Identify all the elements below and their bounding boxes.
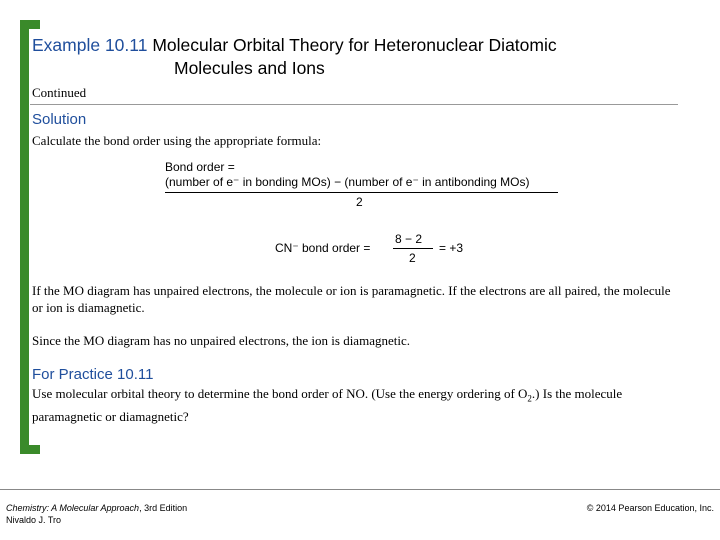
footer-divider [0, 489, 720, 490]
cn-denominator: 2 [409, 251, 416, 265]
paragraph-conclusion: Since the MO diagram has no unpaired electrons, the ion is diamagnetic. [32, 333, 410, 348]
title-line1: Molecular Orbital Theory for Heteronuclear Diatomic [152, 35, 557, 55]
accent-bar [20, 20, 29, 454]
formula-numerator: (number of e⁻ in bonding MOs) − (number of e⁻ in antibonding MOs) [165, 175, 530, 189]
practice-text-b: .) Is the molecule paramagnetic or diamagnetic? [32, 386, 623, 424]
formula-fraction-line [165, 192, 558, 193]
solution-intro: Calculate the bond order using the appropriate formula: [32, 133, 322, 148]
cn-fraction-line [393, 248, 433, 249]
title-line2: Molecules and Ions [174, 58, 325, 78]
cn-result: = +3 [439, 241, 464, 255]
book-title: Chemistry: A Molecular Approach [6, 503, 140, 513]
edition: , 3rd Edition [139, 503, 188, 513]
example-number: Example 10.11 [32, 35, 148, 55]
practice-subscript: 2 [527, 393, 532, 404]
solution-heading: Solution [32, 111, 87, 128]
cn-label: CN⁻ bond order = [275, 241, 371, 255]
copyright: © 2014 Pearson Education, Inc. [586, 503, 714, 513]
paragraph-magnetism: If the MO diagram has unpaired electrons, the molecule or ion is paramagnetic. If the electrons are all paired, the molecule or ion is diamagnetic. [32, 283, 671, 315]
formula-denominator: 2 [356, 195, 363, 209]
practice-text-a: Use molecular orbital theory to determine the bond order of NO. (Use the energy ordering of O [32, 386, 528, 401]
continued-label: Continued [32, 85, 87, 100]
slide-title [32, 34, 712, 80]
accent-bar-top [20, 20, 40, 29]
practice-heading: For Practice 10.11 [32, 366, 154, 383]
accent-bar-bottom [20, 445, 40, 454]
formula-label: Bond order = [165, 160, 235, 174]
divider [30, 104, 678, 105]
footer-citation [6, 502, 187, 526]
practice-text [32, 385, 682, 425]
cn-numerator: 8 − 2 [395, 232, 423, 246]
author: Nivaldo J. Tro [6, 515, 62, 525]
